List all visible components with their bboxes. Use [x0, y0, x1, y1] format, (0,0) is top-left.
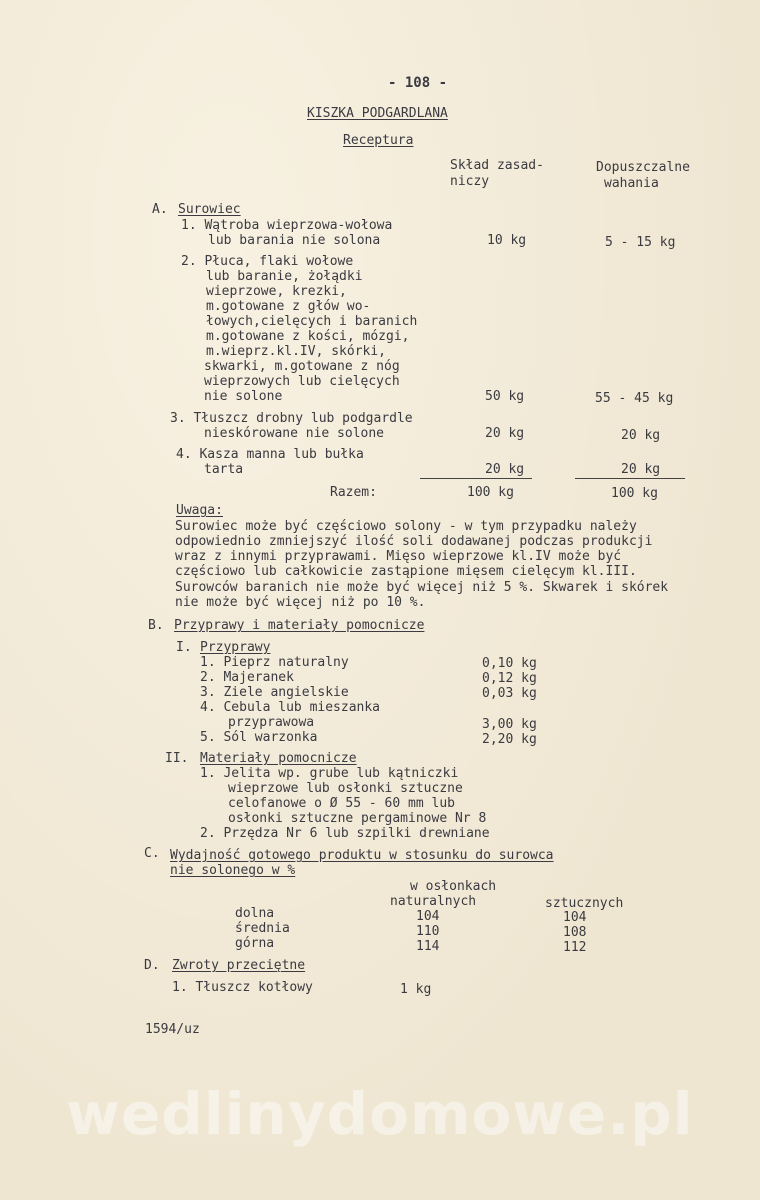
spice-item: 4. Cebula lub mieszanka — [200, 700, 381, 715]
spice-item: 2. Majeranek — [200, 670, 294, 685]
yield-synthetic: 108 — [563, 925, 587, 940]
raw-item-line: nie solone — [204, 389, 283, 404]
header-allowed: wahania — [604, 176, 659, 191]
yield-row-label: górna — [235, 936, 275, 951]
materials-label: Materiały pomocnicze — [200, 751, 357, 766]
material-line: celofanowe o Ø 55 - 60 mm lub — [228, 796, 455, 811]
section-b-label: Przyprawy i materiały pomocnicze — [174, 618, 425, 633]
raw-item-line: tarta — [204, 462, 244, 477]
yield-col-natural: w osłonkach — [410, 879, 497, 894]
raw-item-base: 20 kg — [485, 426, 525, 441]
spice-item: 3. Ziele angielskie — [200, 685, 349, 700]
raw-item-range: 55 - 45 kg — [595, 391, 674, 406]
footer-code: 1594/uz — [145, 1022, 200, 1037]
spice-item: przyprawowa — [228, 715, 315, 730]
raw-item-line: 4. Kasza manna lub bułka — [176, 447, 364, 462]
total-range: 100 kg — [611, 486, 658, 501]
yield-row-label: dolna — [235, 906, 275, 921]
raw-item-line: łowych,cielęcych i baranich — [206, 314, 418, 329]
section-b-letter: B. — [148, 618, 164, 633]
section-d-letter: D. — [144, 958, 160, 973]
spices-numeral: I. — [176, 640, 192, 655]
return-item: 1. Tłuszcz kotłowy — [172, 980, 313, 995]
raw-item-line: m.wieprz.kl.IV, skórki, — [206, 344, 387, 359]
section-d-label: Zwroty przeciętne — [172, 958, 306, 973]
yield-natural: 104 — [416, 909, 440, 924]
raw-item-base: 10 kg — [487, 233, 527, 248]
total-label: Razem: — [330, 485, 377, 500]
return-qty: 1 kg — [400, 982, 432, 997]
spice-qty: 3,00 kg — [482, 717, 537, 732]
raw-item-base: 20 kg — [485, 462, 525, 477]
document-title: KISZKA PODGARDLANA — [307, 106, 448, 121]
yield-natural: 114 — [416, 939, 440, 954]
raw-item-line: 3. Tłuszcz drobny lub podgardle — [170, 411, 413, 426]
spice-qty: 0,03 kg — [482, 686, 537, 701]
note-line: odpowiednio zmniejszyć ilość soli dodawanej podczas produkcji — [175, 534, 653, 549]
materials-numeral: II. — [165, 751, 189, 766]
note-line: nie może być więcej niż po 10 %. — [175, 595, 426, 610]
raw-item-line: 1. Wątroba wieprzowa-wołowa — [181, 218, 393, 233]
material-line: 2. Przędza Nr 6 lub szpilki drewniane — [200, 826, 490, 841]
raw-item-line: 2. Płuca, flaki wołowe — [181, 254, 354, 269]
section-a-label: Surowiec — [178, 202, 241, 217]
sum-rule-base — [420, 478, 532, 479]
raw-item-range: 20 kg — [621, 428, 661, 443]
note-line: wraz z innymi przyprawami. Mięso wieprzowe kl.IV może być — [175, 549, 622, 564]
recipe-label: Receptura — [343, 133, 414, 148]
raw-item-range: 5 - 15 kg — [605, 235, 676, 250]
raw-item-range: 20 kg — [621, 462, 661, 477]
spice-qty: 2,20 kg — [482, 732, 537, 747]
watermark: wedlinydomowe.pl — [66, 1080, 694, 1148]
material-line: 1. Jelita wp. grube lub kątniczki — [200, 766, 459, 781]
total-base: 100 kg — [467, 485, 514, 500]
spice-qty: 0,10 kg — [482, 656, 537, 671]
raw-item-line: skwarki, m.gotowane z nóg — [204, 359, 400, 374]
raw-item-base: 50 kg — [485, 389, 525, 404]
yield-col-synthetic: sztucznych — [545, 896, 624, 911]
material-line: osłonki sztuczne pergaminowe Nr 8 — [228, 811, 487, 826]
header-base: niczy — [450, 174, 490, 189]
raw-item-line: lub baranie, żołądki — [206, 269, 363, 284]
raw-item-line: m.gotowane z kości, mózgi, — [206, 329, 410, 344]
raw-item-line: lub barania nie solona — [208, 233, 381, 248]
raw-item-line: m.gotowane z głów wo- — [206, 299, 371, 314]
note-line: Surowiec może być częściowo solony - w tym przypadku należy — [175, 519, 637, 534]
section-c-label: nie solonego w % — [170, 863, 296, 878]
header-base: Skład zasad- — [450, 158, 544, 173]
yield-synthetic: 104 — [563, 910, 587, 925]
spice-qty: 0,12 kg — [482, 671, 537, 686]
raw-item-line: nieskórowane nie solone — [204, 426, 385, 441]
note-label: Uwaga: — [176, 503, 223, 518]
raw-item-line: wieprzowych lub cielęcych — [204, 374, 400, 389]
yield-natural: 110 — [416, 924, 440, 939]
note-line: częściowo lub całkowicie zastąpione mięsem cielęcym kl.III. — [175, 564, 637, 579]
spices-label: Przyprawy — [200, 640, 271, 655]
raw-item-line: wieprzowe, krezki, — [206, 284, 347, 299]
yield-row-label: średnia — [235, 921, 290, 936]
spice-item: 1. Pieprz naturalny — [200, 655, 349, 670]
section-c-letter: C. — [144, 846, 160, 861]
yield-col-natural: naturalnych — [390, 894, 477, 909]
header-allowed: Dopuszczalne — [596, 160, 690, 175]
sum-rule-range — [575, 478, 685, 479]
yield-synthetic: 112 — [563, 940, 587, 955]
material-line: wieprzowe lub osłonki sztuczne — [228, 781, 463, 796]
section-c-label: Wydajność gotowego produktu w stosunku do surowca — [170, 848, 554, 863]
section-a-letter: A. — [152, 202, 168, 217]
note-line: Surowców baranich nie może być więcej niż 5 %. Skwarek i skórek — [175, 580, 669, 595]
spice-item: 5. Sól warzonka — [200, 730, 318, 745]
page-number: - 108 - — [388, 75, 448, 91]
